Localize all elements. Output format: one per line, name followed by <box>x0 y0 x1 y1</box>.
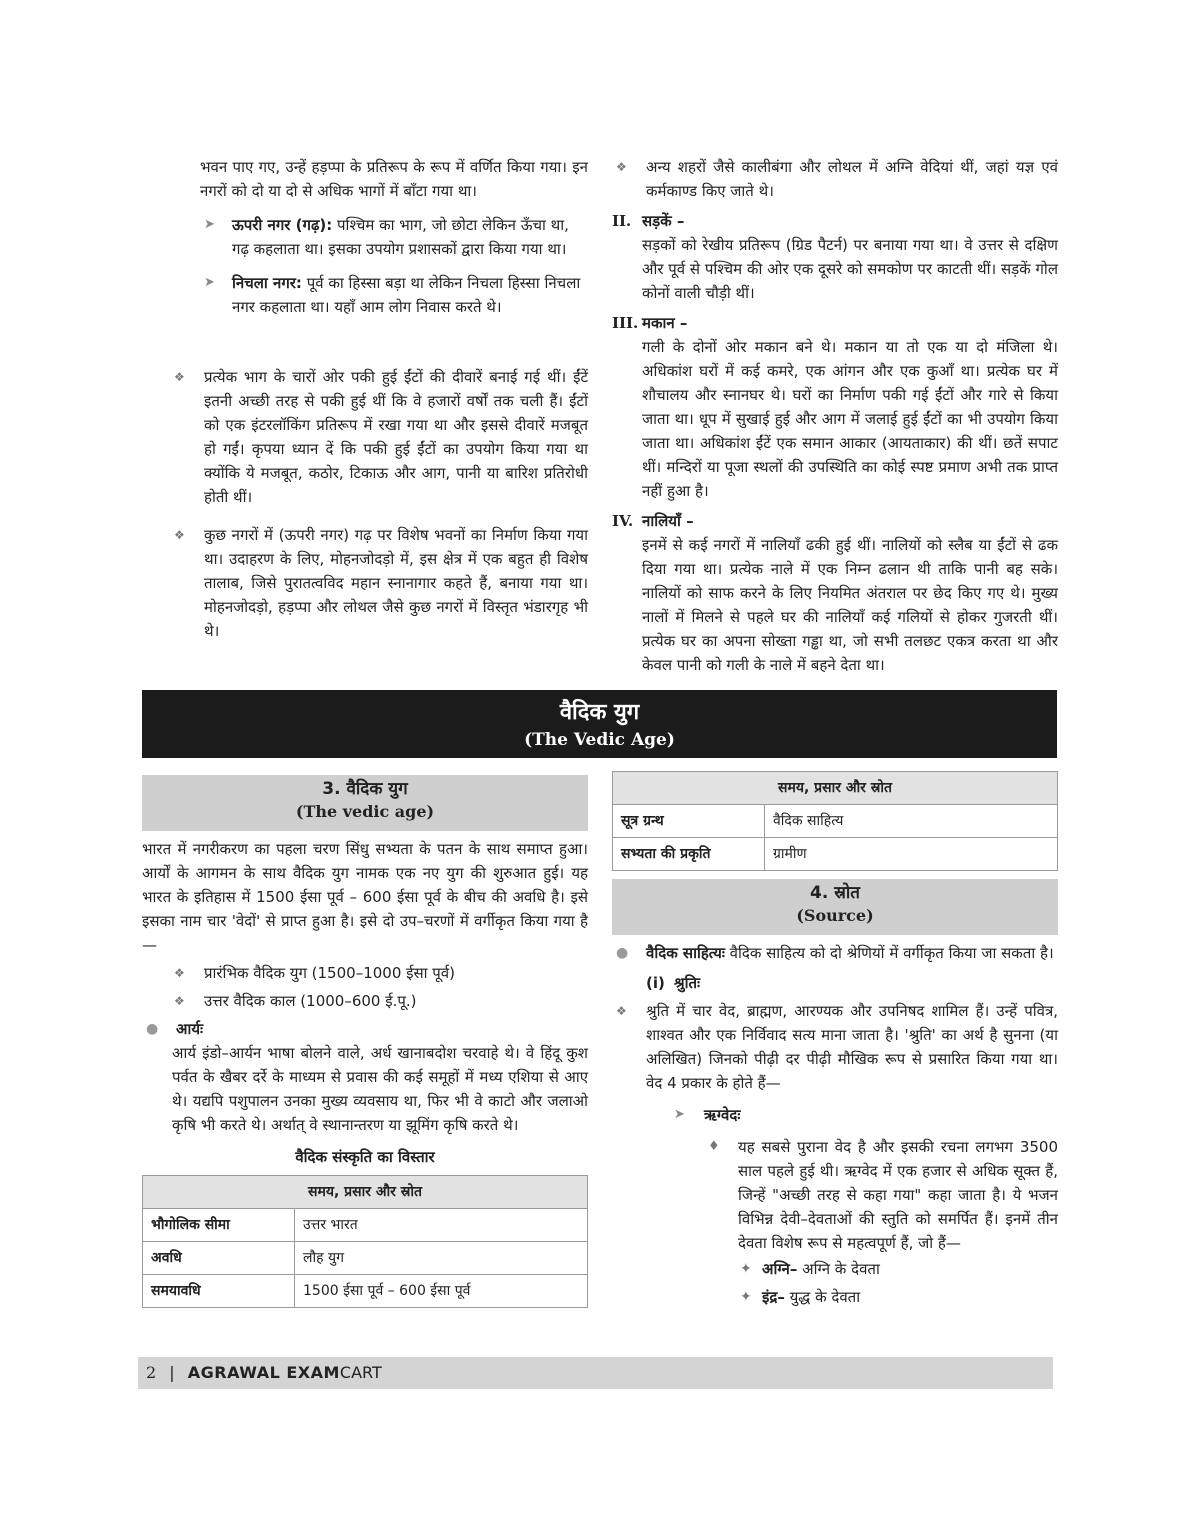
plus-bullet-icon: ✦ <box>740 1289 752 1305</box>
left-bottom-column <box>142 775 588 1308</box>
right-top-column <box>612 155 1058 677</box>
shruti-heading: (i) श्रुतिः <box>646 974 701 992</box>
section-title: 3. वैदिक युग <box>322 779 408 799</box>
section-subtitle: (The vedic age) <box>295 802 435 821</box>
bullet-text: कुछ नगरों में (ऊपरी नगर) गढ़ पर विशेष भवनों का निर्माण किया गया था। उदाहरण के लिए, मोहनजोदड़ो में, इस क्षेत्र में एक बहुत ही विशेष तालाब, जिसे पुरातत्वविद महान स्नानागार कहते हैं, बनाया गया था। मोहनजोदड़ो, हड़प्पा और लोथल जैसे कुछ नगरों में विस्तृत भंडारगृह भी थे। <box>204 526 588 640</box>
footer-separator: | <box>169 1363 175 1382</box>
right-bottom-column <box>612 771 1058 1309</box>
intro-paragraph: भवन पाए गए, उन्हें हड़प्पा के प्रतिरूप के रूप में वर्णित किया गया। इन नगरों को दो या दो से अधिक भागों में बाँटा गया था। <box>200 158 588 200</box>
upper-town-term: ऊपरी नगर (गढ़): <box>232 216 333 234</box>
list-item <box>170 523 588 643</box>
roads-paragraph: सड़कों को रेखीय प्रतिरूप (ग्रिड पैटर्न) पर बनाया गया था। वे उत्तर से दक्षिण और पूर्व से पश्चिम की ओर एक दूसरे को समकोण पर काटती थीं। सड़कें गोल कोनों वाली चौड़ी थीं। <box>642 236 1058 302</box>
table-caption: वैदिक संस्कृति का विस्तार <box>295 1148 435 1166</box>
drains-paragraph: इनमें से कई नगरों में नालियाँ ढकी हुई थीं। नालियों को स्लैब या ईंटों से ढक दिया गया था। प्रत्येक नाले में एक निम्न ढलान थी ताकि पानी बह सके। नालियों को साफ करने के लिए नियमित अंतराल पर छेद किए गए थे। मुख्य नालों में मिलने से पहले घर की नालियाँ कई गलियों से होकर गुजरती थीं। प्रत्येक घर का अपना सोख्ता गड्ढा था, जो सभी तलछट एकत्र करता था और केवल पानी को गली के नाले में बहने देता था। <box>642 536 1058 674</box>
table-value-cell: लौह युग <box>295 1242 588 1275</box>
arrow-icon: ➤ <box>204 217 215 232</box>
brand-logo-bold: AGRAWAL EXAM <box>187 1363 340 1382</box>
left-top-column <box>200 155 588 319</box>
banner-title: वैदिक युग <box>559 700 640 725</box>
upper-town-text: पश्चिम का भाग, जो छोटा लेकिन ऊँचा था, गढ़ कहलाता था। इसका उपयोग प्रशासकों द्वारा किया गया था। <box>232 216 569 258</box>
arya-heading: ● आर्यः <box>142 1017 588 1041</box>
banner-subtitle: (The Vedic Age) <box>524 730 675 750</box>
sub-item-lower-town <box>200 271 588 319</box>
table-row <box>143 1242 588 1275</box>
circle-bullet-icon: ● <box>616 945 629 961</box>
sub-item-upper-town <box>200 213 588 261</box>
diamond-bullet-icon: ❖ <box>616 160 627 174</box>
bullet-text: प्रत्येक भाग के चारों ओर पकी हुई ईंटों की दीवारें बनाई गई थीं। ईंटें इतनी अच्छी तरह से पकी हुई थीं कि वे हजारों वर्षों तक चली हैं। ईंटों को एक इंटरलॉकिंग प्रतिरूप में रखा गया था और इससे दीवारें मजबूत हो गईं। कृपया ध्यान दें कि पकी हुई ईंटों का उपयोग किया गया था क्योंकि ये मजबूत, कठोर, टिकाऊ और आग, पानी या बारिश प्रतिरोधी होती थीं। <box>204 368 588 506</box>
table-key-cell: अवधि <box>143 1242 295 1275</box>
section-heading-roads: II. सड़कें – <box>612 212 685 230</box>
arya-paragraph: आर्य इंडो–आर्यन भाषा बोलने वाले, अर्ध खानाबदोश चरवाहे थे। वे हिंदू कुश पर्वत के खैबर दर्रे के माध्यम से प्रवास की कई समूहों में मध्य एशिया से आए थे। यद्यपि पशुपालन उनका मुख्य व्यवसाय था, फिर भी वे काटो और जलाओ कृषि भी करते थे। अर्थात् वे स्थानान्तरण या झूमिंग कृषि करते थे। <box>172 1044 588 1134</box>
diamond-bullet-icon: ❖ <box>174 966 185 980</box>
left-bullets <box>170 365 588 643</box>
table-row <box>613 838 1058 871</box>
table-value-cell: 1500 ईसा पूर्व – 600 ईसा पूर्व <box>295 1275 588 1308</box>
table-row <box>143 1209 588 1242</box>
table-value-cell: उत्तर भारत <box>295 1209 588 1242</box>
diamond-bullet-icon: ❖ <box>174 370 185 384</box>
section-heading-houses: III. मकान – <box>612 314 688 332</box>
vedic-literature-item: ● वैदिक साहित्यः वैदिक साहित्य को दो श्रेणियों में वर्गीकृत किया जा सकता है। <box>612 941 1058 965</box>
list-item: ✦ इंद्र– युद्ध के देवता <box>612 1285 1058 1309</box>
table-value-cell: वैदिक साहित्य <box>765 805 1058 838</box>
time-spread-table <box>612 771 1058 871</box>
list-item: ❖ उत्तर वैदिक काल (1000–600 ई.पू.) <box>142 989 588 1013</box>
circle-bullet-icon: ● <box>146 1021 159 1037</box>
diamond-bullet-icon: ❖ <box>174 994 185 1008</box>
section-title-box <box>142 775 588 831</box>
lower-town-text: पूर्व का हिस्सा बड़ा था लेकिन निचला हिस्सा निचला नगर कहलाता था। यहाँ आम लोग निवास करते थे। <box>232 274 581 316</box>
section-title-box <box>612 879 1058 935</box>
diamond-bullet-icon: ❖ <box>616 1004 627 1018</box>
vedic-intro-paragraph: भारत में नगरीकरण का पहला चरण सिंधु सभ्यता के पतन के साथ समाप्त हुआ। आर्यों के आगमन के साथ वैदिक युग नामक एक नए युग की शुरुआत हुई। यह भारत के इतिहास में 1500 ईसा पूर्व – 600 ईसा पूर्व के बीच की अवधि है। इसे इसका नाम चार 'वेदों' से प्राप्त हुआ है। इसे दो उप–चरणों में वर्गीकृत किया गया है— <box>142 840 588 954</box>
chapter-banner <box>142 690 1057 758</box>
lower-town-term: निचला नगर: <box>232 274 302 292</box>
table-header: समय, प्रसार और स्रोत <box>143 1176 588 1209</box>
table-header: समय, प्रसार और स्रोत <box>613 772 1058 805</box>
vedic-culture-table <box>142 1175 588 1308</box>
table-key-cell: सभ्यता की प्रकृति <box>613 838 765 871</box>
page-number: 2 <box>146 1363 157 1382</box>
rigveda-item: ♦ यह सबसे पुराना वेद है और इसकी रचना लगभग 3500 साल पहले हुई थी। ऋग्वेद में एक हजार से अधिक सूक्त हैं, जिन्हें "अच्छी तरह से कहा गया" कहा जाता है। ये भजन विभिन्न देवी–देवताओं की स्तुति को समर्पित हैं। इनमें तीन देवता विशेष रूप से महत्वपूर्ण हैं, जो हैं— <box>612 1135 1058 1255</box>
table-row <box>613 805 1058 838</box>
rigveda-heading: ➤ ऋग्वेदः <box>612 1103 1058 1127</box>
small-diamond-icon: ♦ <box>708 1139 720 1154</box>
page-footer <box>138 1357 1053 1389</box>
plus-bullet-icon: ✦ <box>740 1261 752 1277</box>
list-item: ✦ अग्नि– अग्नि के देवता <box>612 1257 1058 1281</box>
list-item <box>170 365 588 509</box>
table-key-cell: भौगोलिक सीमा <box>143 1209 295 1242</box>
table-key-cell: सूत्र ग्रन्थ <box>613 805 765 838</box>
bullet-text: अन्य शहरों जैसे कालीबंगा और लोथल में अग्नि वेदियां थीं, जहां यज्ञ एवं कर्मकाण्ड किए जाते थे। <box>646 158 1058 200</box>
section-subtitle: (Source) <box>796 906 874 925</box>
brand-logo-light: CART <box>339 1363 382 1382</box>
table-key-cell: समयावधि <box>143 1275 295 1308</box>
list-item: ❖ प्रारंभिक वैदिक युग (1500–1000 ईसा पूर्व) <box>142 961 588 985</box>
list-item <box>612 155 1058 203</box>
section-heading-drains: IV. नालियाँ – <box>612 512 694 530</box>
arrow-icon: ➤ <box>674 1107 685 1122</box>
table-value-cell: ग्रामीण <box>765 838 1058 871</box>
section-title: 4. स्रोत <box>810 883 860 903</box>
table-row <box>143 1275 588 1308</box>
houses-paragraph: गली के दोनों ओर मकान बने थे। मकान या तो एक या दो मंजिला थे। अधिकांश घरों में कई कमरे, एक आंगन और एक कुआँ था। प्रत्येक घर में शौचालय और स्नानघर थे। घरों का निर्माण पकी गई ईंटों और गारे से किया जाता था। धूप में सुखाई हुई और आग में जलाई हुई ईंटों का भी उपयोग किया जाता था। अधिकांश ईंटें एक समान आकार (आयताकार) की थीं। छतें सपाट थीं। मन्दिरों या पूजा स्थलों की उपस्थिति का कोई स्पष्ट प्रमाण अभी तक प्राप्त नहीं हुआ है। <box>642 338 1058 500</box>
diamond-bullet-icon: ❖ <box>174 528 185 542</box>
arrow-icon: ➤ <box>204 275 215 290</box>
shruti-item: ❖ श्रुति में चार वेद, ब्राह्मण, आरण्यक और उपनिषद शामिल हैं। उन्हें पवित्र, शाश्वत और एक निर्विवाद सत्य माना जाता है। 'श्रुति' का अर्थ है सुनना (या अलिखित) जिनको पीढ़ी दर पीढ़ी मौखिक रूप से प्रसारित किया गया था। वेद 4 प्रकार के होते हैं— <box>612 999 1058 1095</box>
